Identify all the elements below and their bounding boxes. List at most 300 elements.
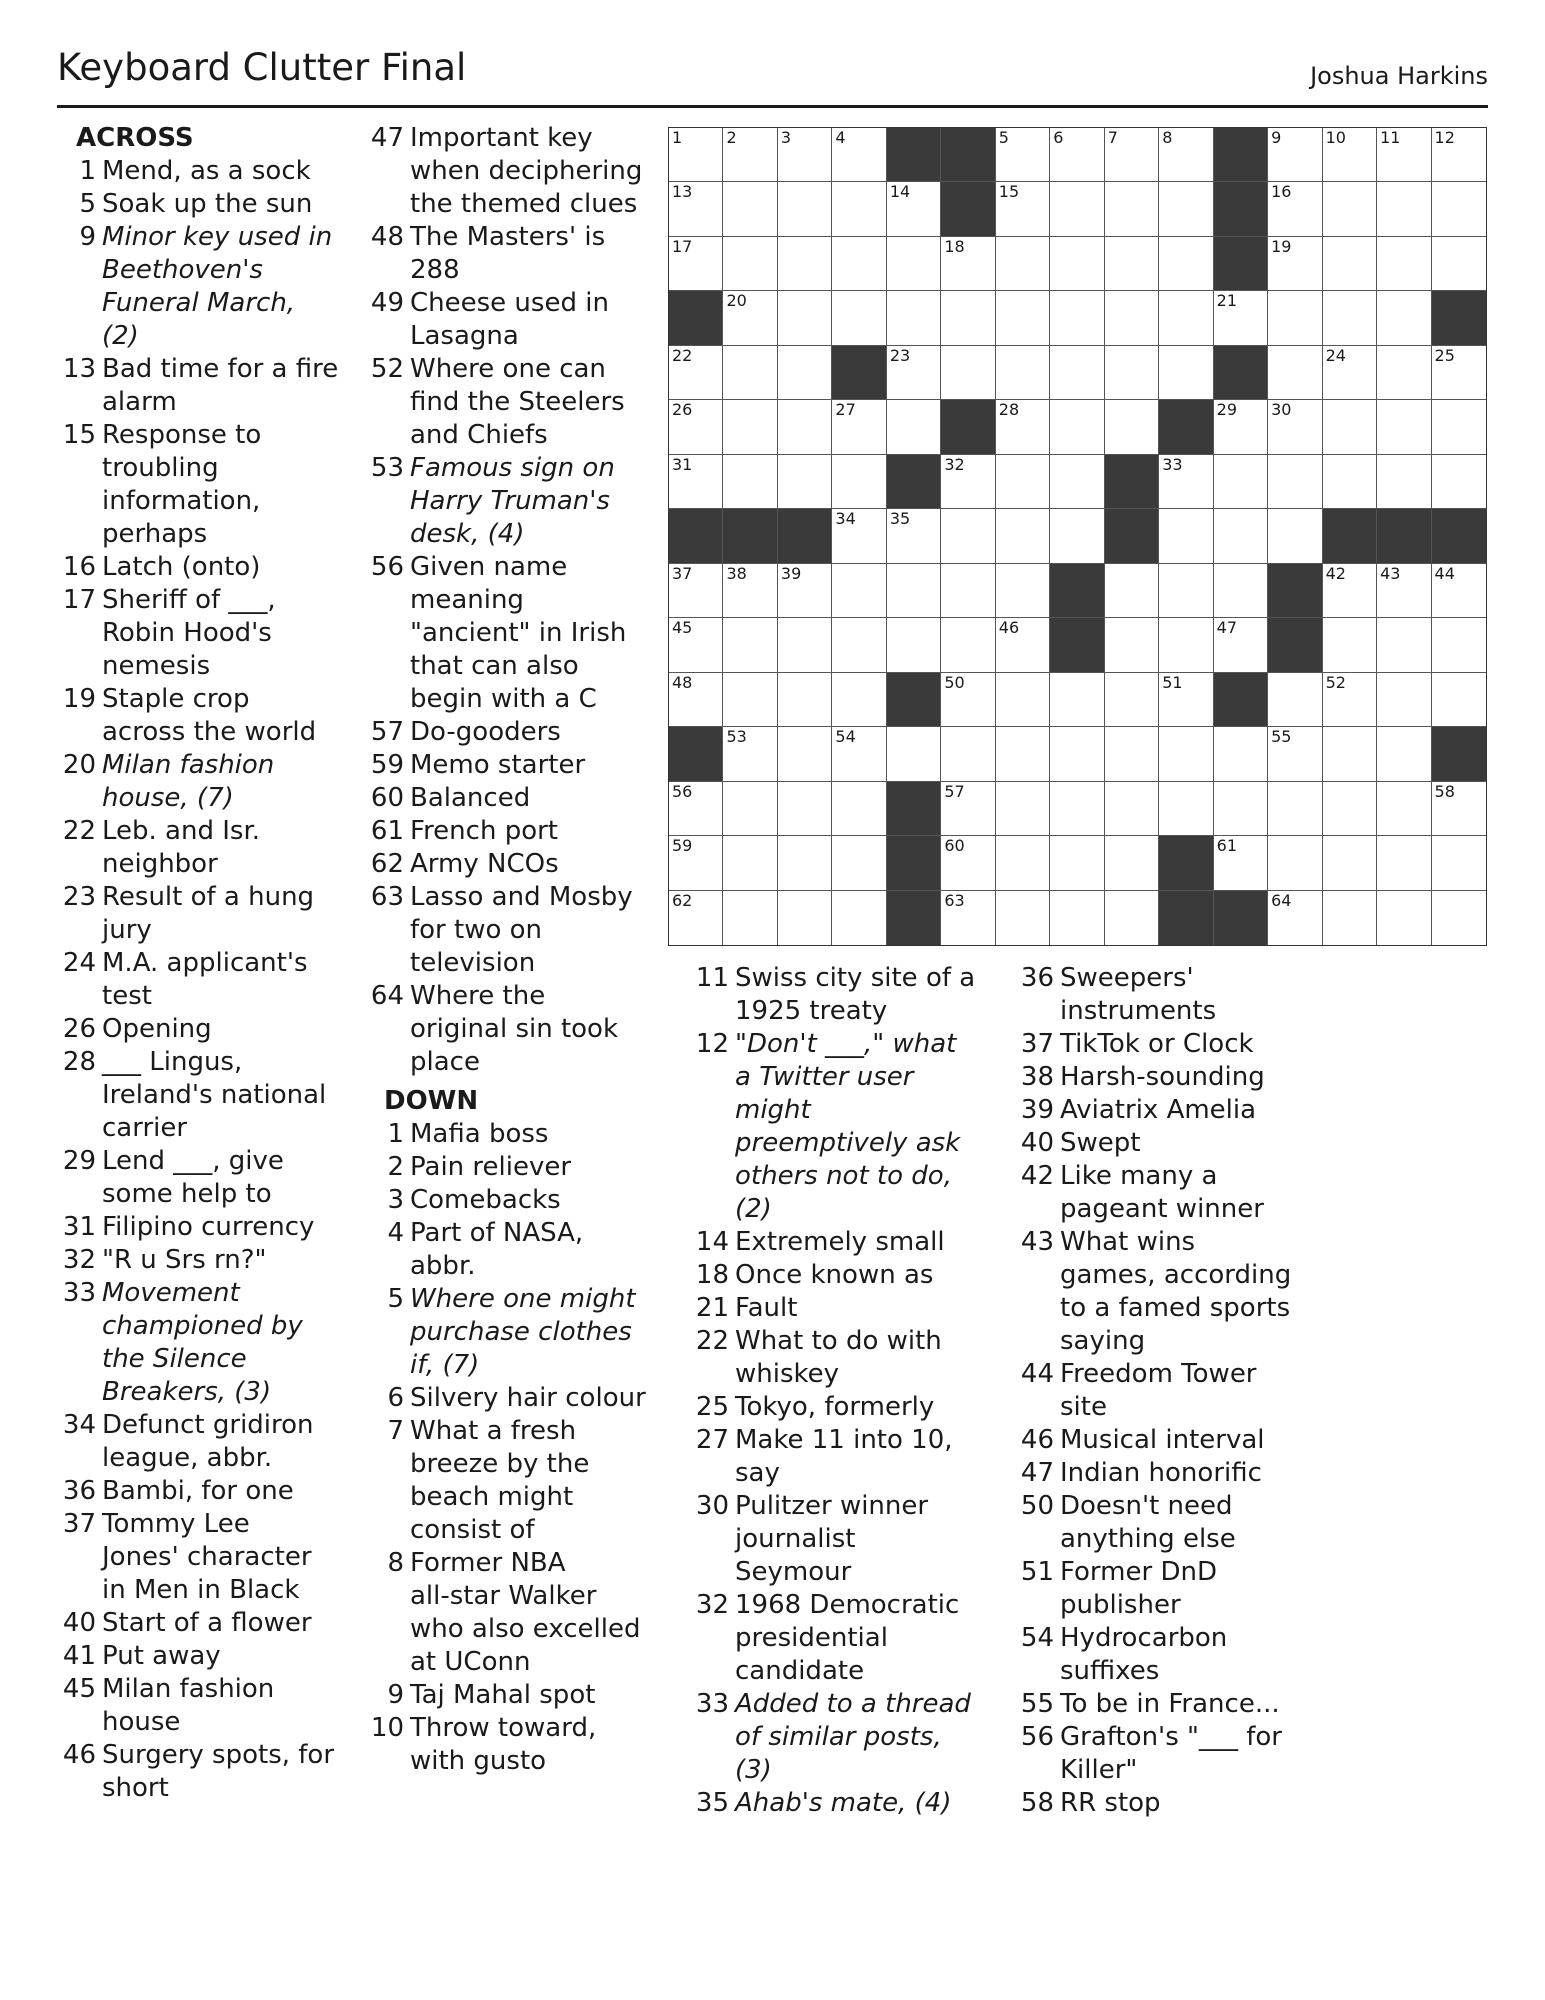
clue-line: Movement (102, 1278, 240, 1308)
grid-cell[interactable] (1432, 128, 1486, 182)
cell-number: 12 (1434, 128, 1455, 147)
grid-cell[interactable] (723, 128, 777, 182)
grid-cell[interactable] (1323, 182, 1377, 236)
cell-number: 63 (944, 890, 965, 910)
clue-item (368, 1184, 648, 1217)
grid-cell[interactable] (669, 782, 723, 836)
grid-cell[interactable] (669, 455, 723, 509)
clue-item (368, 716, 648, 749)
grid-cell[interactable] (723, 564, 777, 618)
grid-cell[interactable] (887, 291, 941, 345)
clue-item (368, 1151, 648, 1184)
grid-cell[interactable] (941, 836, 995, 890)
clue-line: Jones' character (102, 1542, 312, 1572)
grid-cell[interactable] (1323, 618, 1377, 672)
clue-item (60, 749, 350, 815)
grid-cell[interactable] (1323, 673, 1377, 727)
clue-number: 20 (62, 750, 96, 780)
cell-number: 35 (889, 509, 911, 529)
grid-cell[interactable] (1432, 400, 1486, 454)
grid-block (1159, 836, 1213, 890)
clue-item (693, 1589, 998, 1688)
clue-line: Tommy Lee (102, 1509, 250, 1539)
grid-cell[interactable] (778, 564, 832, 618)
grid-cell[interactable] (1159, 346, 1213, 400)
grid-cell[interactable] (778, 727, 832, 781)
grid-cell[interactable] (832, 182, 886, 236)
clue-line: Milan fashion (102, 750, 275, 780)
grid-cell[interactable] (1105, 291, 1159, 345)
grid-cell[interactable] (669, 891, 723, 945)
grid-cell[interactable] (1432, 836, 1486, 890)
grid-cell[interactable] (996, 400, 1050, 454)
grid-cell[interactable] (996, 237, 1050, 291)
clue-number: 47 (1020, 1458, 1054, 1488)
cell-number: 43 (1380, 563, 1401, 583)
grid-cell[interactable] (723, 346, 777, 400)
grid-cell[interactable] (941, 509, 995, 563)
grid-cell[interactable] (778, 618, 832, 672)
clue-item (693, 1226, 998, 1259)
grid-cell[interactable] (996, 346, 1050, 400)
grid-cell[interactable] (1268, 782, 1322, 836)
grid-cell[interactable] (832, 400, 886, 454)
clue-line: Where one might (410, 1284, 636, 1314)
grid-cell[interactable] (832, 237, 886, 291)
cell-number: 28 (998, 400, 1020, 420)
cell-number: 33 (1162, 454, 1183, 474)
grid-cell[interactable] (1214, 400, 1268, 454)
grid-cell[interactable] (1268, 673, 1322, 727)
grid-cell[interactable] (887, 564, 941, 618)
grid-cell[interactable] (723, 836, 777, 890)
clue-line: Bad time for a fire (102, 354, 339, 384)
grid-cell[interactable] (1159, 128, 1213, 182)
grid-cell[interactable] (1323, 727, 1377, 781)
grid-cell[interactable] (1268, 509, 1322, 563)
grid-cell[interactable] (723, 673, 777, 727)
grid-cell[interactable] (1432, 891, 1486, 945)
grid-cell[interactable] (1105, 182, 1159, 236)
clue-line: Soak up the sun (102, 189, 313, 219)
grid-cell[interactable] (1105, 128, 1159, 182)
grid-cell[interactable] (832, 455, 886, 509)
grid-cell[interactable] (1050, 782, 1104, 836)
clue-line: might (735, 1095, 811, 1125)
grid-cell[interactable] (1214, 455, 1268, 509)
cell-number: 38 (726, 563, 747, 583)
cell-number: 61 (1216, 836, 1238, 856)
grid-cell[interactable] (669, 346, 723, 400)
grid-cell[interactable] (1050, 727, 1104, 781)
grid-block (723, 509, 777, 563)
grid-cell[interactable] (1105, 237, 1159, 291)
clue-text (729, 962, 998, 1028)
grid-cell[interactable] (1377, 291, 1431, 345)
grid-cell[interactable] (1050, 400, 1104, 454)
grid-cell[interactable] (1432, 564, 1486, 618)
grid-cell[interactable] (1159, 182, 1213, 236)
grid-cell[interactable] (1050, 673, 1104, 727)
grid-block (1050, 618, 1104, 672)
grid-cell[interactable] (723, 782, 777, 836)
grid-cell[interactable] (1050, 128, 1104, 182)
clue-item (1018, 1127, 1318, 1160)
clue-line: Mafia boss (410, 1119, 549, 1149)
grid-cell[interactable] (887, 182, 941, 236)
grid-cell[interactable] (832, 291, 886, 345)
grid-cell[interactable] (1105, 782, 1159, 836)
grid-cell[interactable] (669, 237, 723, 291)
grid-cell[interactable] (941, 673, 995, 727)
clue-item (60, 1739, 350, 1805)
grid-cell[interactable] (1214, 564, 1268, 618)
cell-number: 44 (1434, 563, 1455, 583)
grid-cell[interactable] (723, 182, 777, 236)
grid-cell[interactable] (832, 128, 886, 182)
clue-number: 13 (62, 354, 96, 384)
grid-cell[interactable] (832, 782, 886, 836)
grid-cell[interactable] (832, 891, 886, 945)
clue-text (404, 1679, 648, 1712)
clue-number: 33 (62, 1278, 96, 1308)
grid-cell[interactable] (1268, 291, 1322, 345)
grid-cell[interactable] (832, 564, 886, 618)
grid-cell[interactable] (941, 291, 995, 345)
clue-line: begin with a C (410, 684, 597, 714)
grid-cell[interactable] (1432, 182, 1486, 236)
clue-text (1054, 1226, 1318, 1358)
cell-number: 18 (944, 236, 965, 256)
clue-text (1054, 1094, 1318, 1127)
grid-cell[interactable] (996, 509, 1050, 563)
grid-cell[interactable] (996, 182, 1050, 236)
clue-line: Latch (onto) (102, 552, 261, 582)
grid-cell[interactable] (996, 727, 1050, 781)
grid-cell[interactable] (1105, 727, 1159, 781)
clue-item (1018, 1490, 1318, 1556)
grid-cell[interactable] (669, 128, 723, 182)
grid-cell[interactable] (669, 836, 723, 890)
grid-cell[interactable] (1432, 782, 1486, 836)
clue-item (60, 815, 350, 881)
grid-cell[interactable] (1377, 891, 1431, 945)
clue-text (404, 1184, 648, 1217)
clue-item (1018, 1556, 1318, 1622)
grid-cell[interactable] (723, 455, 777, 509)
grid-cell[interactable] (1159, 673, 1213, 727)
grid-cell[interactable] (1323, 836, 1377, 890)
grid-cell[interactable] (1377, 782, 1431, 836)
grid-cell[interactable] (723, 618, 777, 672)
grid-cell[interactable] (1105, 400, 1159, 454)
grid-cell[interactable] (1214, 291, 1268, 345)
clue-text (96, 881, 350, 947)
grid-cell[interactable] (1377, 673, 1431, 727)
grid-cell[interactable] (1323, 782, 1377, 836)
grid-cell[interactable] (1268, 182, 1322, 236)
grid-cell[interactable] (1050, 836, 1104, 890)
grid-block (1432, 727, 1486, 781)
grid-block (887, 128, 941, 182)
clue-line: 288 (410, 255, 460, 285)
grid-cell[interactable] (1050, 291, 1104, 345)
clue-text (729, 1424, 998, 1490)
grid-cell[interactable] (778, 836, 832, 890)
grid-cell[interactable] (887, 727, 941, 781)
clue-line: short (102, 1773, 169, 1803)
grid-cell[interactable] (832, 673, 886, 727)
grid-block (1432, 291, 1486, 345)
grid-cell[interactable] (941, 455, 995, 509)
cell-number: 13 (672, 182, 693, 202)
grid-cell[interactable] (1214, 509, 1268, 563)
clue-item (60, 1244, 350, 1277)
grid-cell[interactable] (1323, 346, 1377, 400)
grid-cell[interactable] (1214, 782, 1268, 836)
clue-text (404, 452, 648, 551)
clue-number: 50 (1020, 1491, 1054, 1521)
grid-cell[interactable] (1050, 509, 1104, 563)
grid-cell[interactable] (778, 291, 832, 345)
grid-cell[interactable] (941, 782, 995, 836)
grid-cell[interactable] (1050, 891, 1104, 945)
grid-cell[interactable] (723, 237, 777, 291)
clue-number: 27 (695, 1425, 729, 1455)
clue-line: test (102, 981, 152, 1011)
clue-line: Freedom Tower (1060, 1359, 1257, 1389)
grid-cell[interactable] (1159, 564, 1213, 618)
grid-cell[interactable] (778, 237, 832, 291)
grid-cell[interactable] (1105, 618, 1159, 672)
clue-line: a Twitter user (735, 1062, 914, 1092)
grid-cell[interactable] (1105, 836, 1159, 890)
grid-cell[interactable] (669, 673, 723, 727)
grid-block (1214, 237, 1268, 291)
grid-cell[interactable] (1268, 727, 1322, 781)
grid-cell[interactable] (1050, 346, 1104, 400)
clue-text (404, 353, 648, 452)
grid-cell[interactable] (778, 400, 832, 454)
grid-cell[interactable] (941, 727, 995, 781)
grid-cell[interactable] (1268, 346, 1322, 400)
grid-cell[interactable] (996, 618, 1050, 672)
grid-cell[interactable] (941, 346, 995, 400)
grid-cell[interactable] (1323, 891, 1377, 945)
clue-line: who also excelled (410, 1614, 641, 1644)
grid-cell[interactable] (996, 673, 1050, 727)
grid-cell[interactable] (1105, 673, 1159, 727)
grid-cell[interactable] (669, 564, 723, 618)
clue-number: 43 (1020, 1227, 1054, 1257)
clue-line: pageant winner (1060, 1194, 1264, 1224)
clue-text (1054, 1688, 1318, 1721)
grid-cell[interactable] (1432, 455, 1486, 509)
clue-line: (2) (102, 321, 139, 351)
clue-item (1018, 1226, 1318, 1358)
clue-item (368, 749, 648, 782)
clue-number: 37 (62, 1509, 96, 1539)
clue-item (60, 419, 350, 551)
cell-number: 39 (780, 563, 802, 583)
grid-cell[interactable] (778, 346, 832, 400)
clue-line: Funeral March, (102, 288, 296, 318)
clue-line: Added to a thread (735, 1689, 971, 1719)
grid-cell[interactable] (1377, 400, 1431, 454)
grid-cell[interactable] (1159, 782, 1213, 836)
grid-cell[interactable] (723, 727, 777, 781)
grid-cell[interactable] (778, 128, 832, 182)
grid-cell[interactable] (941, 891, 995, 945)
grid-cell[interactable] (1377, 564, 1431, 618)
grid-cell[interactable] (832, 727, 886, 781)
clue-item (368, 1547, 648, 1679)
clue-line: house, (7) (102, 783, 234, 813)
clue-line: 1968 Democratic (735, 1590, 960, 1620)
clue-line: Sweepers' (1060, 963, 1194, 993)
grid-cell[interactable] (1268, 836, 1322, 890)
clue-number: 31 (62, 1212, 96, 1242)
grid-cell[interactable] (778, 673, 832, 727)
grid-cell[interactable] (1377, 128, 1431, 182)
grid-cell[interactable] (1377, 455, 1431, 509)
grid-cell[interactable] (996, 128, 1050, 182)
grid-cell[interactable] (669, 182, 723, 236)
grid-cell[interactable] (1323, 400, 1377, 454)
grid-cell[interactable] (1323, 237, 1377, 291)
clue-item (1018, 1028, 1318, 1061)
grid-cell[interactable] (1268, 891, 1322, 945)
clue-item (693, 1787, 998, 1820)
grid-cell[interactable] (1214, 727, 1268, 781)
clue-line: Where one can (410, 354, 606, 384)
grid-cell[interactable] (1323, 291, 1377, 345)
grid-cell[interactable] (887, 509, 941, 563)
grid-cell[interactable] (669, 618, 723, 672)
grid-cell[interactable] (1323, 128, 1377, 182)
grid-cell[interactable] (1159, 237, 1213, 291)
grid-cell[interactable] (1432, 346, 1486, 400)
clue-item (693, 1325, 998, 1391)
grid-cell[interactable] (832, 618, 886, 672)
clue-text (729, 1391, 998, 1424)
grid-cell[interactable] (996, 455, 1050, 509)
grid-cell[interactable] (1377, 182, 1431, 236)
clue-number: 21 (695, 1293, 729, 1323)
grid-cell[interactable] (1432, 237, 1486, 291)
grid-cell[interactable] (1159, 727, 1213, 781)
grid-cell[interactable] (669, 400, 723, 454)
grid-cell[interactable] (1377, 618, 1431, 672)
grid-cell[interactable] (723, 891, 777, 945)
grid-cell[interactable] (1050, 455, 1104, 509)
grid-block (941, 400, 995, 454)
grid-cell[interactable] (1159, 509, 1213, 563)
clue-line: Put away (102, 1641, 221, 1671)
clue-number: 29 (62, 1146, 96, 1176)
grid-cell[interactable] (778, 891, 832, 945)
clue-line: Cheese used in (410, 288, 609, 318)
clue-number: 44 (1020, 1359, 1054, 1389)
grid-cell[interactable] (1159, 455, 1213, 509)
grid-cell[interactable] (996, 564, 1050, 618)
clue-number: 26 (62, 1014, 96, 1044)
clue-line: Grafton's "___ for (1060, 1722, 1282, 1752)
grid-cell[interactable] (1377, 836, 1431, 890)
grid-cell[interactable] (1377, 237, 1431, 291)
clue-text (1054, 962, 1318, 1028)
grid-cell[interactable] (778, 782, 832, 836)
grid-cell[interactable] (723, 291, 777, 345)
clue-text (96, 1409, 350, 1475)
clue-text (96, 749, 350, 815)
grid-cell[interactable] (887, 237, 941, 291)
grid-cell[interactable] (1268, 455, 1322, 509)
grid-cell[interactable] (1159, 291, 1213, 345)
grid-cell[interactable] (1377, 727, 1431, 781)
grid-cell[interactable] (1323, 455, 1377, 509)
grid-cell[interactable] (1050, 237, 1104, 291)
grid-cell[interactable] (778, 182, 832, 236)
grid-cell[interactable] (1268, 128, 1322, 182)
clue-number: 61 (370, 816, 404, 846)
clue-item (693, 962, 998, 1028)
clue-line: Do-gooders (410, 717, 561, 747)
grid-cell[interactable] (1432, 673, 1486, 727)
grid-cell[interactable] (941, 618, 995, 672)
cell-number: 47 (1216, 618, 1238, 638)
cell-number: 48 (672, 672, 693, 692)
grid-cell[interactable] (778, 455, 832, 509)
grid-cell[interactable] (941, 237, 995, 291)
grid-cell[interactable] (1105, 564, 1159, 618)
grid-cell[interactable] (887, 618, 941, 672)
grid-cell[interactable] (1214, 836, 1268, 890)
grid-cell[interactable] (1159, 618, 1213, 672)
clue-text (404, 287, 648, 353)
grid-cell[interactable] (887, 400, 941, 454)
grid-block (887, 782, 941, 836)
clue-text (1054, 1622, 1318, 1688)
clue-line: nemesis (102, 651, 211, 681)
grid-cell[interactable] (1323, 564, 1377, 618)
clue-line: consist of (410, 1515, 535, 1545)
clue-line: (2) (735, 1194, 772, 1224)
grid-cell[interactable] (996, 782, 1050, 836)
clue-number: 48 (370, 222, 404, 252)
grid-cell[interactable] (723, 400, 777, 454)
grid-cell[interactable] (1268, 237, 1322, 291)
grid-cell[interactable] (832, 509, 886, 563)
grid-cell[interactable] (1214, 618, 1268, 672)
clue-line: troubling (102, 453, 219, 483)
clue-line: the themed clues (410, 189, 638, 219)
grid-cell[interactable] (1377, 346, 1431, 400)
grid-cell[interactable] (996, 891, 1050, 945)
grid-cell[interactable] (996, 291, 1050, 345)
grid-cell[interactable] (996, 836, 1050, 890)
grid-cell[interactable] (1268, 400, 1322, 454)
grid-cell[interactable] (1432, 618, 1486, 672)
grid-cell[interactable] (941, 564, 995, 618)
grid-cell[interactable] (832, 836, 886, 890)
grid-cell[interactable] (1050, 182, 1104, 236)
grid-cell[interactable] (1105, 346, 1159, 400)
grid-cell[interactable] (887, 346, 941, 400)
grid-cell[interactable] (1105, 891, 1159, 945)
clue-column-2 (368, 122, 648, 1778)
grid-block (1214, 891, 1268, 945)
